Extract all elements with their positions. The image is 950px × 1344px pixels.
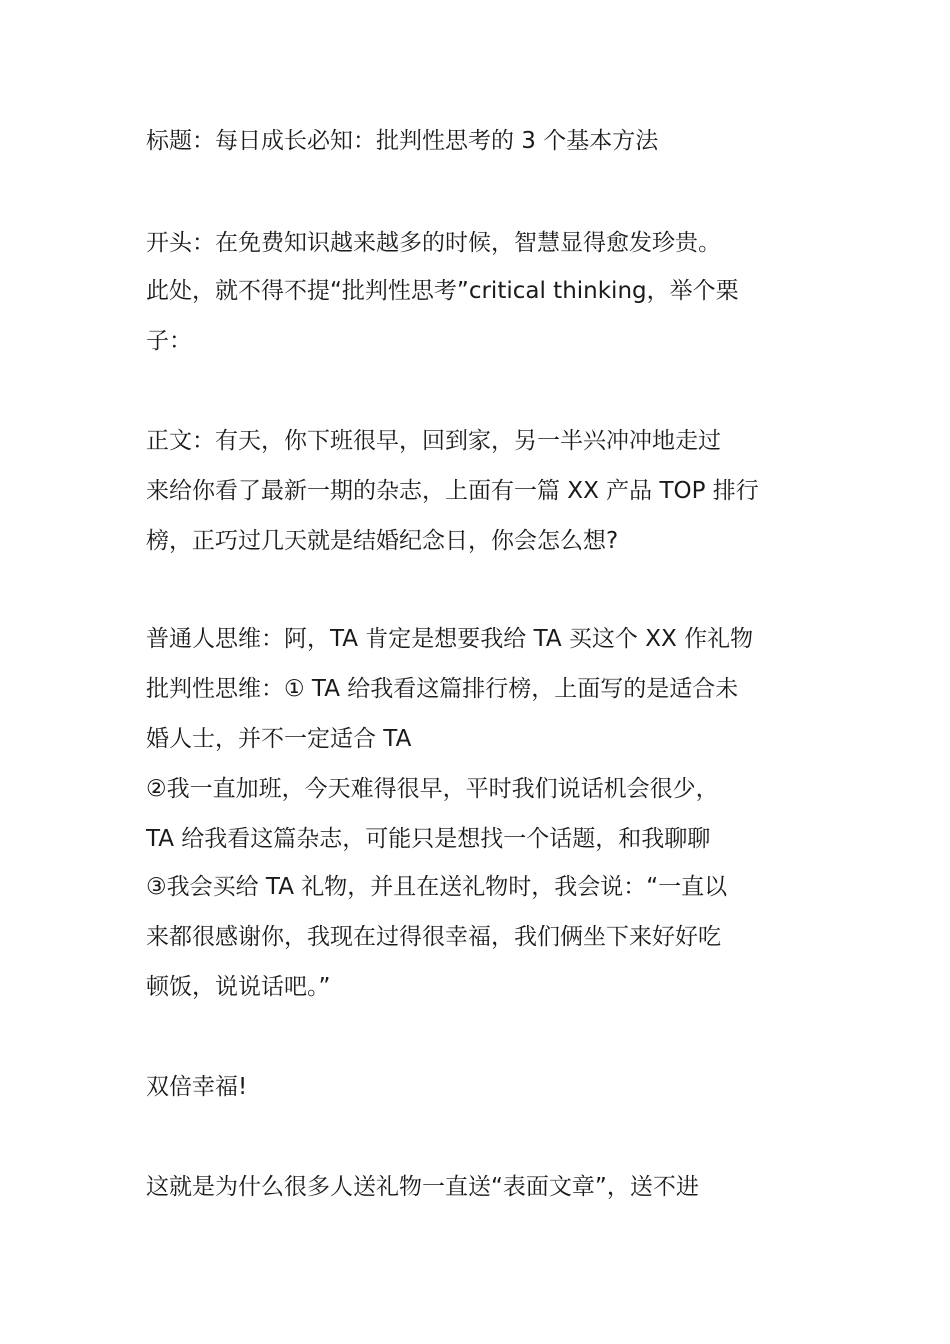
thinking-line-7: 来都很感谢你，我现在过得很幸福，我们俩坐下来好好吃 — [146, 924, 721, 950]
thinking-line-4: ②我一直加班，今天难得很早，平时我们说话机会很少， — [146, 776, 719, 802]
opening-line-3: 子： — [146, 328, 192, 354]
title-line: 标题：每日成长必知：批判性思考的 3 个基本方法 — [146, 128, 659, 154]
thinking-line-3: 婚人士，并不一定适合 TA — [146, 726, 412, 752]
exclaim-line: 双倍幸福! — [146, 1074, 248, 1100]
body-line-2: 来给你看了最新一期的杂志，上面有一篇 XX 产品 TOP 排行 — [146, 478, 759, 504]
thinking-line-8: 顿饭，说说话吧。” — [146, 974, 331, 1000]
body-line-3: 榜，正巧过几天就是结婚纪念日，你会怎么想? — [146, 528, 619, 554]
thinking-line-2: 批判性思维：① TA 给我看这篇排行榜，上面写的是适合未 — [146, 676, 739, 702]
opening-line-2: 此处，就不得不提“批判性思考”critical thinking，举个栗 — [146, 278, 739, 304]
body-line-1: 正文：有天，你下班很早，回到家，另一半兴冲冲地走过 — [146, 428, 721, 454]
thinking-line-1: 普通人思维：阿，TA 肯定是想要我给 TA 买这个 XX 作礼物 — [146, 626, 754, 652]
closing-line: 这就是为什么很多人送礼物一直送“表面文章”，送不进 — [146, 1174, 699, 1200]
opening-line-1: 开头：在免费知识越来越多的时候，智慧显得愈发珍贵。 — [146, 230, 721, 256]
thinking-line-5: TA 给我看这篇杂志，可能只是想找一个话题，和我聊聊 — [146, 826, 711, 852]
thinking-line-6: ③我会买给 TA 礼物，并且在送礼物时，我会说：“一直以 — [146, 874, 728, 900]
